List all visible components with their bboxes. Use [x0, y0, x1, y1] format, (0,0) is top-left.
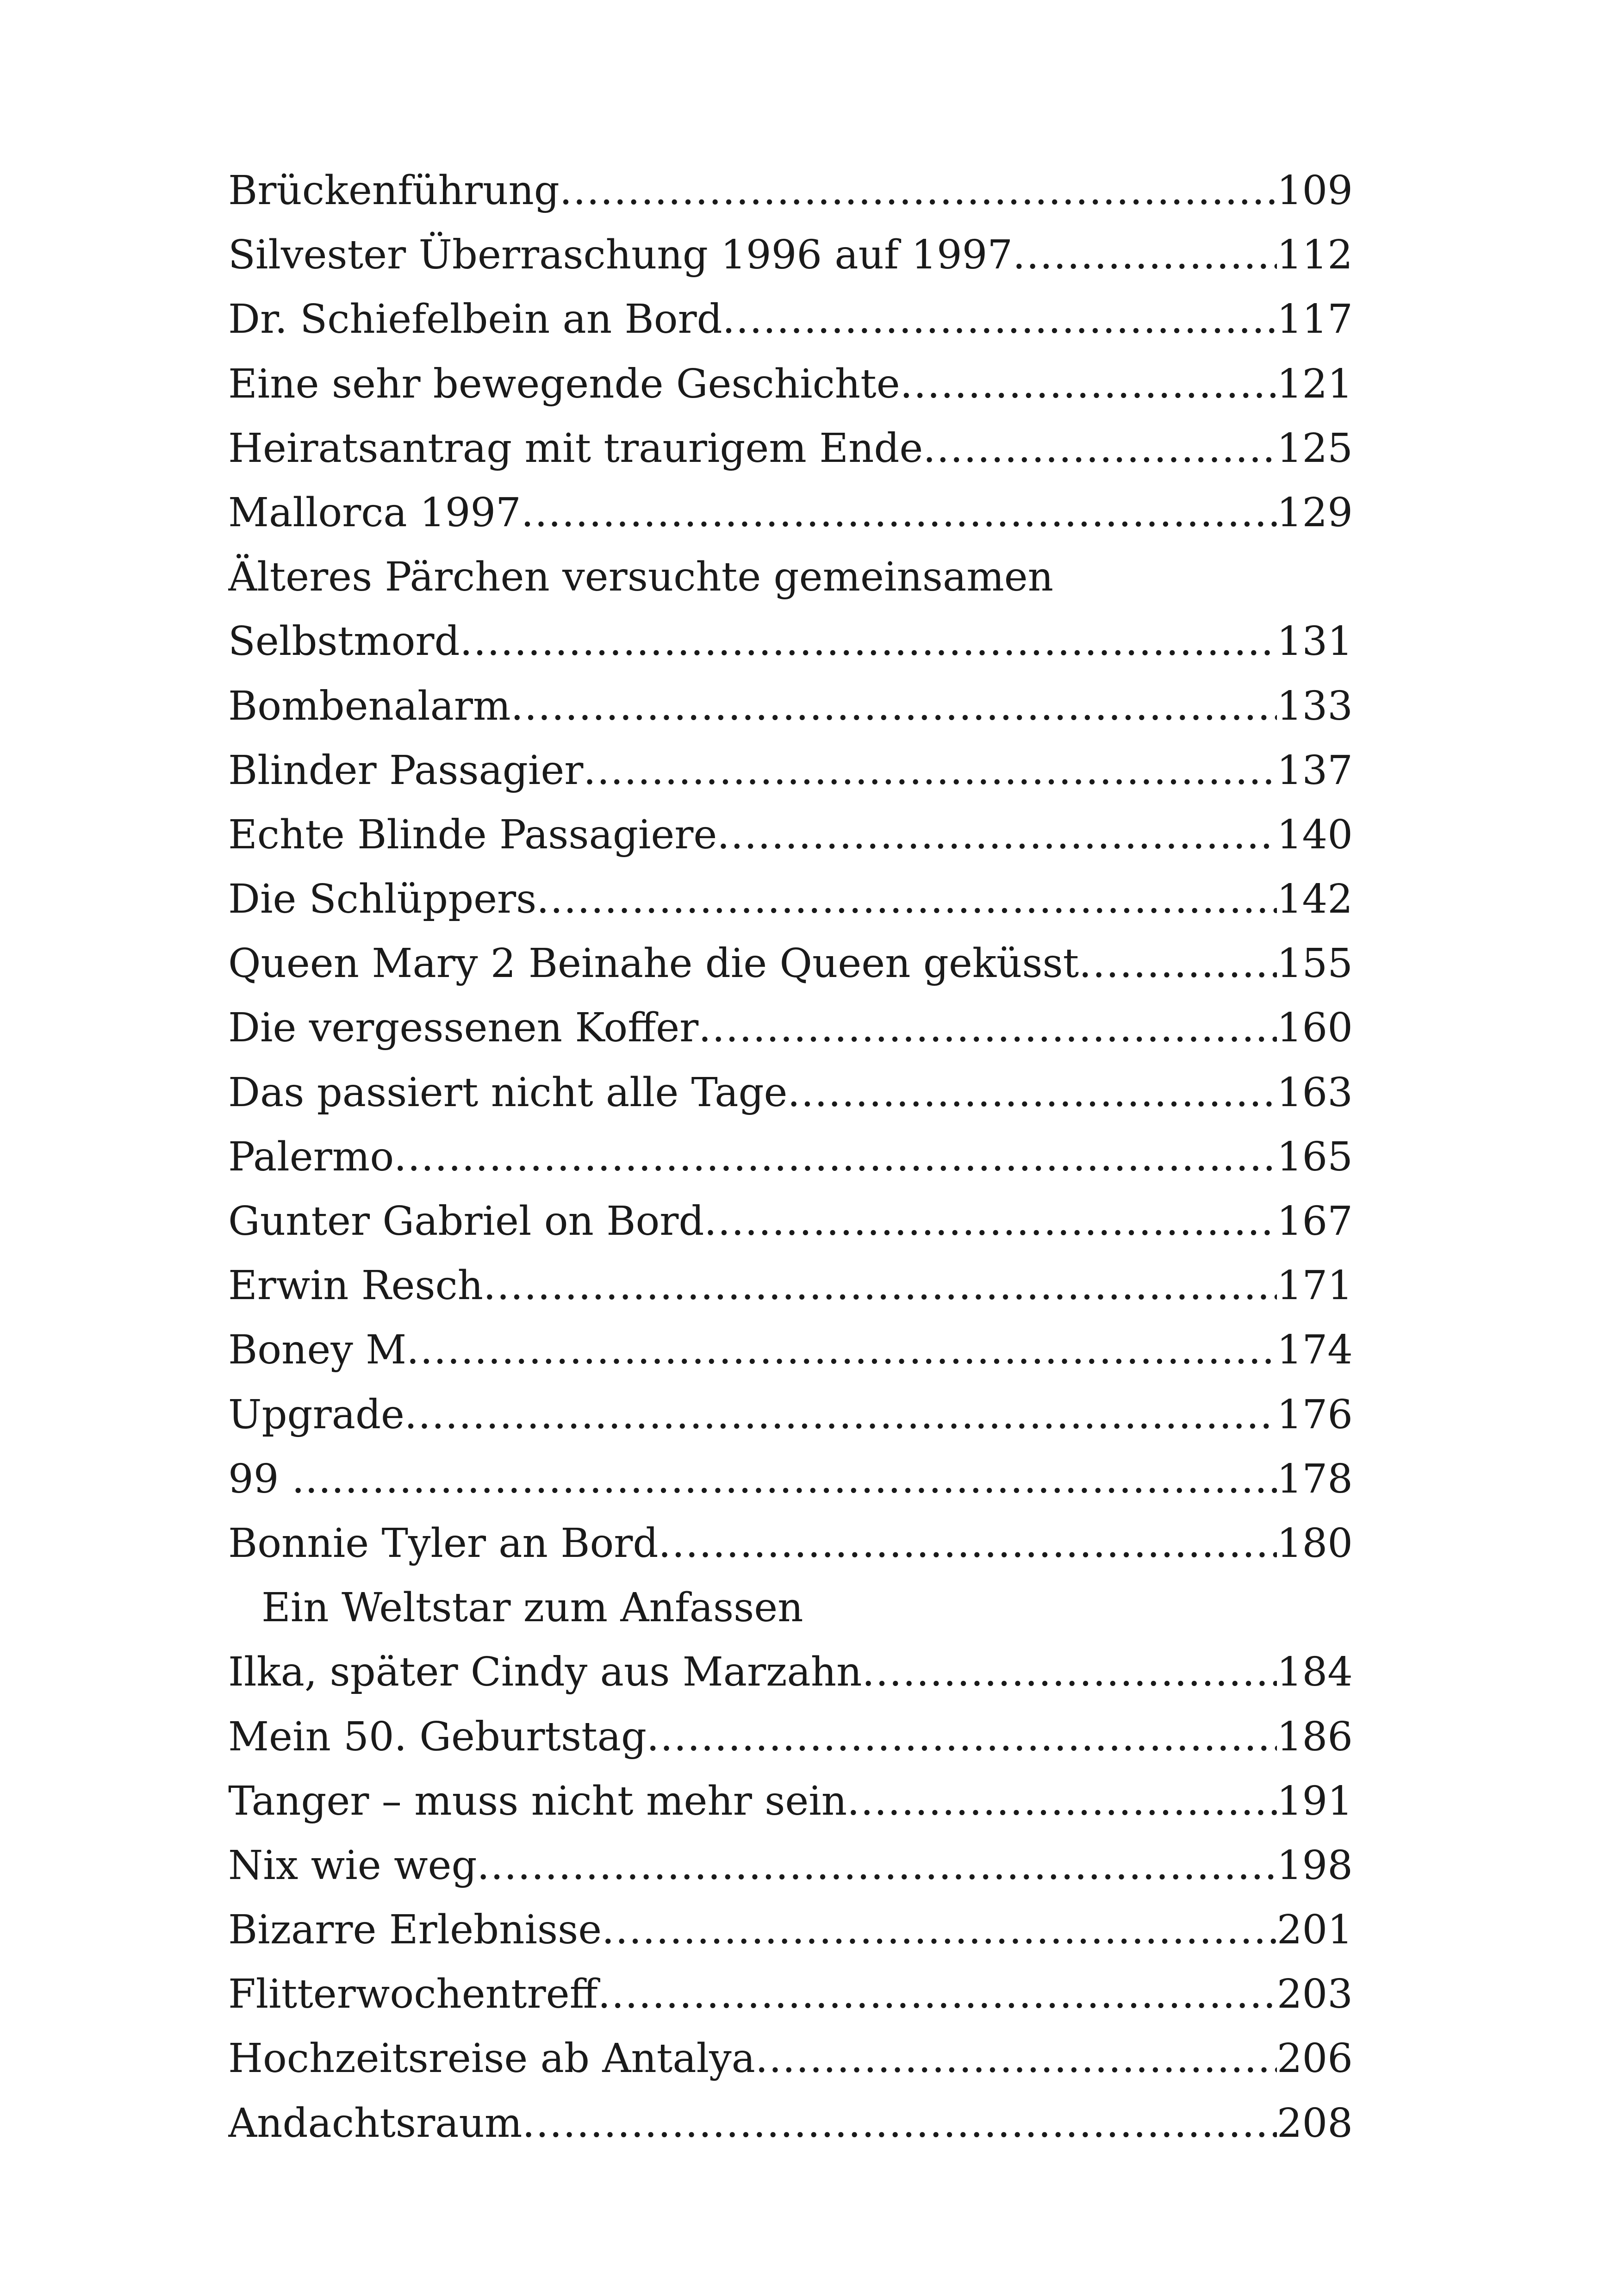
toc-entry — [228, 1512, 1353, 1576]
toc-entry-title: Die Schlüppers — [228, 876, 537, 923]
toc-leader-dots — [862, 1640, 1277, 1705]
toc-entry-page: 167 — [1276, 1198, 1353, 1244]
toc-entry — [228, 1834, 1353, 1898]
toc-entry — [228, 1898, 1353, 1962]
toc-leader-dots — [406, 1318, 1277, 1382]
toc-entry-title: Flitterwochentreff — [228, 1971, 598, 2018]
toc-entry — [228, 1447, 1353, 1512]
toc-entry-page: 137 — [1276, 747, 1353, 794]
toc-entry — [228, 1769, 1353, 1834]
toc-entry — [228, 159, 1353, 223]
toc-entry-page: 178 — [1276, 1456, 1353, 1502]
toc-entry-page: 203 — [1276, 1971, 1353, 2018]
toc-entry-first-line — [228, 545, 1353, 610]
toc-entry — [228, 1383, 1353, 1447]
toc-entry-page: 165 — [1276, 1133, 1353, 1180]
toc-entry-page: 160 — [1276, 1005, 1353, 1052]
toc-entry-page: 125 — [1276, 425, 1353, 472]
toc-leader-dots — [722, 287, 1277, 352]
toc-entry — [228, 1254, 1353, 1318]
toc-leader-dots — [394, 1125, 1277, 1189]
toc-entry-title: Hochzeitsreise ab Antalya — [228, 2035, 755, 2082]
toc-subtitle — [228, 1576, 1353, 1640]
toc-entry-title: Bombenalarm — [228, 683, 511, 729]
toc-leader-dots — [755, 2027, 1277, 2091]
toc-entry — [228, 2027, 1353, 2091]
toc-leader-dots — [704, 1189, 1276, 1254]
toc-leader-dots — [658, 1512, 1276, 1576]
toc-leader-dots — [522, 2091, 1276, 2156]
toc-entry-page: 140 — [1276, 811, 1353, 858]
toc-entry-title: Queen Mary 2 Beinahe die Queen geküsst — [228, 940, 1079, 987]
toc-entry — [228, 739, 1353, 803]
toc-entry — [228, 1705, 1353, 1769]
toc-entry — [228, 803, 1353, 867]
toc-entry-title: Heiratsantrag mit traurigem Ende — [228, 425, 923, 472]
toc-entry-page: 201 — [1276, 1907, 1353, 1954]
toc-entry-title: Erwin Resch — [228, 1263, 484, 1309]
toc-entry — [228, 1640, 1353, 1705]
toc-entry-title: Brückenführung — [228, 168, 560, 214]
toc-entry-title: Das passiert nicht alle Tage — [228, 1069, 788, 1116]
toc-entry-page: 155 — [1276, 940, 1353, 987]
toc-leader-dots — [460, 610, 1277, 674]
toc-leader-dots — [900, 352, 1277, 417]
toc-entry — [228, 1189, 1353, 1254]
toc-leader-dots — [602, 1898, 1277, 1962]
toc-entry — [228, 287, 1353, 352]
toc-entry-title: Ein Weltstar zum Anfassen — [261, 1585, 803, 1631]
toc-entry-page: 176 — [1276, 1391, 1353, 1438]
toc-leader-dots — [1079, 932, 1277, 996]
toc-entry-page: 206 — [1276, 2035, 1353, 2082]
toc-entry-page: 198 — [1276, 1842, 1353, 1889]
toc-entry-page: 129 — [1276, 489, 1353, 536]
toc-entry-title: 99 … — [228, 1456, 331, 1502]
toc-entry — [228, 352, 1353, 417]
toc-entry-page: 180 — [1276, 1520, 1353, 1567]
toc-entry-page: 163 — [1276, 1069, 1353, 1116]
toc-leader-dots — [331, 1447, 1277, 1512]
toc-leader-dots — [598, 1962, 1277, 2027]
toc-entry-page: 186 — [1276, 1713, 1353, 1760]
toc-leader-dots — [521, 481, 1277, 545]
toc-leader-dots — [1013, 223, 1277, 287]
toc-entry-title: Echte Blinde Passagiere — [228, 811, 717, 858]
toc-entry-page: 121 — [1276, 361, 1353, 407]
toc-leader-dots — [560, 159, 1277, 223]
toc-entry-title: Älteres Pärchen versuchte gemeinsamen — [228, 554, 1054, 601]
toc-entry-title: Silvester Überraschung 1996 auf 1997 — [228, 232, 1013, 279]
toc-entry-page: 112 — [1276, 232, 1353, 279]
toc-leader-dots — [536, 867, 1277, 932]
toc-entry-title: Eine sehr bewegende Geschichte — [228, 361, 900, 407]
toc-entry-page: 191 — [1276, 1778, 1353, 1824]
toc-leader-dots — [404, 1383, 1277, 1447]
toc-entry — [228, 1125, 1353, 1189]
toc-entry-page: 184 — [1276, 1649, 1353, 1696]
toc-entry-title: Die vergessenen Koffer — [228, 1005, 699, 1052]
toc-entry — [228, 1962, 1353, 2027]
toc-entry-title: Nix wie weg — [228, 1842, 477, 1889]
toc-entry-title: Boney M — [228, 1327, 407, 1374]
toc-leader-dots — [717, 803, 1277, 867]
toc-leader-dots — [647, 1705, 1277, 1769]
toc-entry-title: Ilka, später Cindy aus Marzahn — [228, 1649, 862, 1696]
toc-entry — [228, 867, 1353, 932]
toc-entry-title: Dr. Schiefelbein an Bord — [228, 296, 722, 343]
toc-entry-title: Tanger – muss nicht mehr sein — [228, 1778, 847, 1824]
toc-entry-page: 174 — [1276, 1327, 1353, 1374]
toc-entry — [228, 674, 1353, 739]
toc-entry-title: Gunter Gabriel on Bord — [228, 1198, 704, 1244]
toc-leader-dots — [483, 1254, 1277, 1318]
toc-leader-dots — [511, 674, 1277, 739]
toc-entry — [228, 481, 1353, 545]
table-of-contents — [228, 159, 1353, 2156]
toc-entry-title: Bizarre Erlebnisse — [228, 1907, 602, 1954]
toc-entry-title: Blinder Passagier — [228, 747, 584, 794]
toc-entry-title: Bonnie Tyler an Bord — [228, 1520, 659, 1567]
toc-entry-page: 142 — [1276, 876, 1353, 923]
toc-entry-page: 131 — [1276, 618, 1353, 665]
toc-leader-dots — [477, 1834, 1277, 1898]
toc-entry-title: Mallorca 1997 — [228, 489, 521, 536]
toc-entry-page: 208 — [1276, 2100, 1353, 2147]
toc-entry — [228, 932, 1353, 996]
toc-entry — [228, 1061, 1353, 1125]
toc-entry-page: 117 — [1276, 296, 1353, 343]
toc-entry — [228, 1318, 1353, 1382]
toc-entry — [228, 996, 1353, 1060]
toc-entry-title: Palermo — [228, 1133, 394, 1180]
toc-leader-dots — [698, 996, 1277, 1060]
toc-entry-title: Andachtsraum — [228, 2100, 523, 2147]
toc-entry — [228, 223, 1353, 287]
toc-entry — [228, 610, 1353, 674]
toc-entry-title: Mein 50. Geburtstag — [228, 1713, 647, 1760]
toc-entry-title: Upgrade — [228, 1391, 404, 1438]
toc-entry-title: Selbstmord — [228, 618, 460, 665]
toc-leader-dots — [847, 1769, 1277, 1834]
toc-entry-page: 171 — [1276, 1263, 1353, 1309]
toc-entry — [228, 417, 1353, 481]
toc-leader-dots — [787, 1061, 1276, 1125]
toc-entry — [228, 2091, 1353, 2156]
toc-leader-dots — [923, 417, 1277, 481]
toc-entry-page: 133 — [1276, 683, 1353, 729]
toc-leader-dots — [583, 739, 1276, 803]
toc-entry-page: 109 — [1276, 168, 1353, 214]
